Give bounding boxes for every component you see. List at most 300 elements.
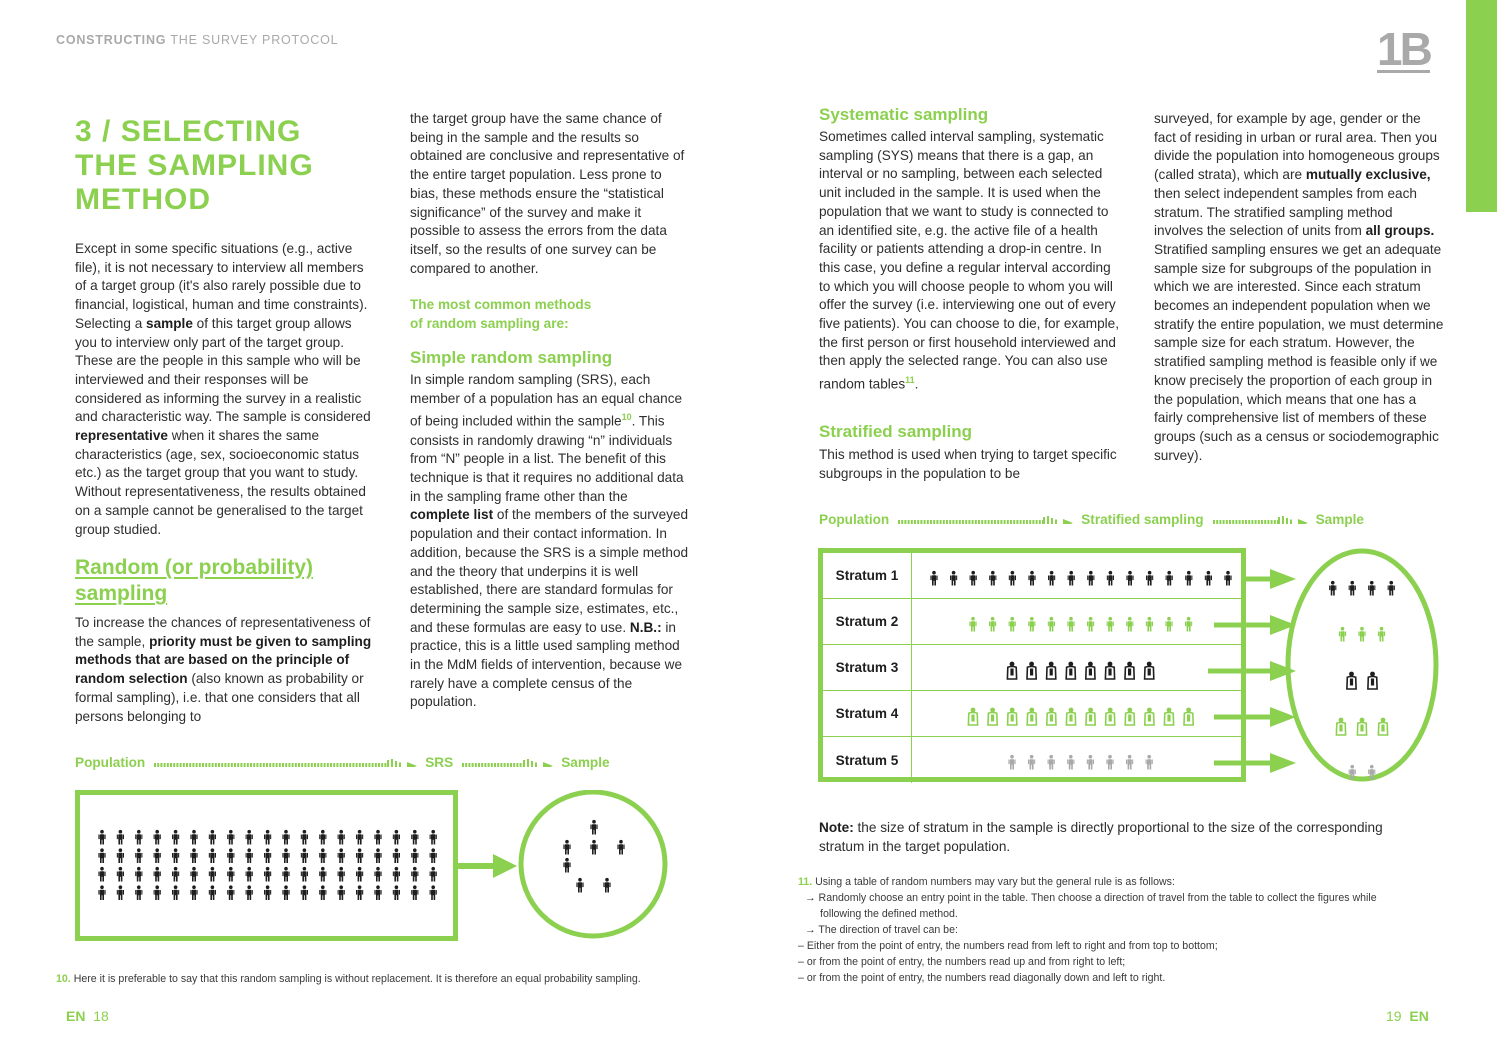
stratum-label: Stratum 5 — [823, 737, 912, 783]
stratum-label: Stratum 3 — [823, 645, 912, 690]
flow-bar-tick — [933, 520, 935, 524]
flow-bar-tick — [333, 763, 335, 767]
person-icon — [264, 867, 271, 882]
person-icon — [969, 617, 976, 632]
flow-bar-tick — [485, 763, 487, 767]
flow-bar-tick — [921, 520, 923, 524]
person-icon — [1107, 571, 1114, 586]
flow-bar-tick — [917, 520, 919, 524]
person-icon — [319, 830, 326, 845]
flow-bar-tick — [959, 520, 961, 524]
flow-bar-tick — [475, 763, 477, 767]
elder-person-icon — [1336, 718, 1345, 735]
person-icon — [1146, 755, 1153, 770]
flow-bar-tick — [914, 520, 916, 524]
stratum-label: Stratum 2 — [823, 599, 912, 644]
elder-person-icon — [1184, 708, 1193, 725]
person-icon — [1146, 617, 1153, 632]
flow-bar-tick — [510, 763, 512, 767]
flow-bar-tick — [385, 763, 387, 767]
stratum-label: Stratum 4 — [823, 691, 912, 736]
elder-person-icon — [1027, 662, 1036, 679]
flow-stratified-label: Stratified sampling — [1081, 512, 1204, 527]
flow-bar-tick — [387, 760, 389, 767]
flow-bar-tick — [193, 763, 195, 767]
flow-bar-tick — [1290, 519, 1292, 524]
flow-arrow-head — [543, 762, 553, 767]
flow-bar-tick — [378, 763, 380, 767]
person-icon — [227, 885, 234, 900]
flow-bar-tick — [1225, 520, 1227, 524]
person-icon — [1067, 617, 1074, 632]
person-icon — [301, 830, 308, 845]
chapter-label: 1B — [1377, 23, 1430, 75]
person-icon — [1166, 571, 1173, 586]
person-icon — [411, 885, 418, 900]
flow-bar-tick — [202, 763, 204, 767]
flow-bar-tick — [292, 763, 294, 767]
flow-bar-tick — [161, 763, 163, 767]
person-icon — [282, 848, 289, 863]
flow-bar-tick — [1004, 520, 1006, 524]
flow-bar-tick — [285, 763, 287, 767]
flow-bar-tick — [369, 763, 371, 767]
flow-bar-tick — [1029, 520, 1031, 524]
flow-arrow-2 — [461, 759, 553, 767]
flow-bar-tick — [972, 520, 974, 524]
person-icon — [338, 885, 345, 900]
person-icon — [190, 885, 197, 900]
flow-bar-tick — [276, 763, 278, 767]
person-icon — [1329, 581, 1336, 596]
person-icon — [374, 848, 381, 863]
person-icon — [1349, 581, 1356, 596]
flow-bar-tick — [1278, 517, 1280, 524]
flow-bar-tick — [183, 763, 185, 767]
flow-bar-tick — [465, 763, 467, 767]
chapter-tab — [1466, 0, 1497, 212]
stratified-diagram — [818, 548, 1448, 788]
flow-bar-tick — [372, 763, 374, 767]
person-icon — [374, 885, 381, 900]
flow-bar-tick — [189, 763, 191, 767]
flow-bar-tick — [513, 763, 515, 767]
flow-bar-tick — [234, 763, 236, 767]
flow-bar-tick — [353, 763, 355, 767]
flow-bar-tick — [911, 520, 913, 524]
right-page-number: 19 EN — [1386, 1008, 1429, 1024]
flow-bar-tick — [1013, 520, 1015, 524]
flow-bar-tick — [1251, 520, 1253, 524]
flow-bar-tick — [196, 763, 198, 767]
flow-bar-tick — [1261, 520, 1263, 524]
intro-paragraph: Except in some specific situations (e.g., active file), it is not necessary to interview all members of a target group (it's also rarely possible due to financial, logistical, human and time constraints). Selecting a sample of this target group allows you to interview only part of the target group. These are the people in this sample who will be interviewed and their responses will be considered as informing the survey in a realistic and characteristic way. The sample is considered representative when it shares the same characteristics (age, sex, socioeconomic status etc.) as the target group that you want to study. Without representativeness, the results obtained on a sample cannot be generalised to the target group studied. — [75, 241, 371, 537]
person-icon — [301, 885, 308, 900]
flow-bar-tick — [167, 763, 169, 767]
flow-bar-tick — [985, 520, 987, 524]
person-icon — [374, 830, 381, 845]
person-icon — [154, 885, 161, 900]
person-icon — [246, 848, 253, 863]
elder-person-icon — [1066, 708, 1075, 725]
flow-bar-tick — [1273, 520, 1275, 524]
flow-bar-tick — [263, 763, 265, 767]
flow-arrow-head — [407, 762, 417, 767]
flow-bar-tick — [501, 763, 503, 767]
flow-bar-tick — [346, 763, 348, 767]
flow-bar-tick — [215, 763, 217, 767]
flow-bar-tick — [1222, 520, 1224, 524]
flow-bar-tick — [1245, 520, 1247, 524]
elder-person-icon — [1086, 662, 1095, 679]
person-icon — [98, 830, 105, 845]
person-icon — [411, 830, 418, 845]
person-icon — [1067, 755, 1074, 770]
flow-bar-tick — [212, 763, 214, 767]
flow-bar-tick — [173, 763, 175, 767]
flow-bar-tick — [1219, 520, 1221, 524]
systematic-heading: Systematic sampling — [819, 105, 989, 124]
flow-bar-tick — [1033, 520, 1035, 524]
person-icon — [172, 848, 179, 863]
flow-bar-tick — [462, 763, 464, 767]
flow-bar-tick — [1270, 520, 1272, 524]
person-icon — [1388, 581, 1395, 596]
flow-bar-tick — [273, 763, 275, 767]
person-icon — [590, 820, 597, 835]
flow-bar-tick — [969, 520, 971, 524]
person-icon — [1205, 571, 1212, 586]
person-icon — [246, 867, 253, 882]
flow-bar-tick — [1020, 520, 1022, 524]
flow-bar-tick — [1254, 520, 1256, 524]
flow-bar-tick — [244, 763, 246, 767]
flow-bar-tick — [321, 763, 323, 767]
person-icon — [430, 830, 437, 845]
person-icon — [1378, 627, 1385, 642]
flow-bar-tick — [1213, 520, 1215, 524]
flow-bar-tick — [250, 763, 252, 767]
flow-bar-tick — [231, 763, 233, 767]
flow-bar-tick — [469, 763, 471, 767]
person-icon — [135, 848, 142, 863]
person-icon — [411, 867, 418, 882]
person-icon — [603, 878, 610, 893]
population-figures — [98, 830, 436, 900]
flow-bar-tick — [507, 763, 509, 767]
person-icon — [1087, 617, 1094, 632]
sample-circle — [521, 792, 665, 936]
flow-bar-tick — [205, 763, 207, 767]
elder-person-icon — [1347, 672, 1356, 689]
sample-figures — [563, 820, 624, 893]
flow-bar-tick — [365, 763, 367, 767]
person-icon — [563, 858, 570, 873]
flow-bar-tick — [317, 763, 319, 767]
flow-bar-tick — [472, 763, 474, 767]
person-icon — [970, 571, 977, 586]
flow-bar-tick — [531, 761, 533, 767]
flow-bar-tick — [247, 763, 249, 767]
person-icon — [1146, 571, 1153, 586]
flow-arrow-1 — [897, 516, 1073, 524]
person-icon — [264, 830, 271, 845]
stratified-sample-ellipse — [1288, 551, 1436, 779]
person-icon — [1339, 627, 1346, 642]
srs-diagram — [75, 790, 675, 950]
person-icon — [1008, 755, 1015, 770]
person-icon — [227, 848, 234, 863]
person-icon — [282, 885, 289, 900]
elder-person-icon — [988, 708, 997, 725]
random-sampling-paragraph: To increase the chances of representativeness of the sample, priority must be given to sampling methods that are based on the principle of random selection (also known as probability or formal sampling), i.e. that one considers that all persons belonging to — [75, 615, 372, 724]
flow-bar-tick — [330, 763, 332, 767]
flow-bar-tick — [1036, 520, 1038, 524]
flow-bar-tick — [180, 763, 182, 767]
flow-bar-tick — [901, 520, 903, 524]
flow-bar-tick — [478, 763, 480, 767]
flow-bar-tick — [535, 762, 537, 767]
flow-bar-tick — [943, 520, 945, 524]
flow-bar-tick — [362, 763, 364, 767]
person-icon — [190, 848, 197, 863]
flow-bar-tick — [170, 763, 172, 767]
flow-bar-tick — [927, 520, 929, 524]
flow-bar-tick — [241, 763, 243, 767]
person-icon — [356, 830, 363, 845]
flow-bar-tick — [1010, 520, 1012, 524]
person-icon — [356, 848, 363, 863]
flow-bar-tick — [1229, 520, 1231, 524]
person-icon — [1126, 617, 1133, 632]
flow-bar-tick — [981, 520, 983, 524]
flow-bar-tick — [269, 763, 271, 767]
flow-bar-tick — [527, 759, 529, 767]
elder-person-icon — [1027, 708, 1036, 725]
person-icon — [209, 830, 216, 845]
person-icon — [98, 848, 105, 863]
elder-person-icon — [1125, 708, 1134, 725]
stratum-label: Stratum 1 — [823, 553, 912, 598]
person-icon — [135, 885, 142, 900]
flow-bar-tick — [237, 763, 239, 767]
person-icon — [154, 867, 161, 882]
running-header: CONSTRUCTING THE SURVEY PROTOCOL — [56, 33, 339, 47]
elder-person-icon — [1378, 718, 1387, 735]
flow-bar-tick — [177, 763, 179, 767]
person-icon — [319, 885, 326, 900]
flow-bar-tick — [228, 763, 230, 767]
flow-sample-label: Sample — [1315, 512, 1364, 527]
person-icon — [117, 867, 124, 882]
person-icon — [117, 885, 124, 900]
person-icon — [356, 885, 363, 900]
person-icon — [1107, 617, 1114, 632]
person-icon — [617, 840, 624, 855]
elder-person-icon — [968, 708, 977, 725]
flow-bar-tick — [260, 763, 262, 767]
footnote-11: 11. Using a table of random numbers may vary but the general rule is as follows: → Randomly choose an entry point in the table. Then choose a direction of travel from the table to collect the figures while following the defined method. → The direction of travel can be: – Either from the point of entry, the numbers read from left to right and from top to bottom; – or from the point of entry, the numbers read up and from right to left; – or from the point of entry, the numbers read diagonally down and left to right. — [798, 876, 1377, 984]
flow-bar-tick — [349, 763, 351, 767]
person-icon — [301, 848, 308, 863]
flow-bar-tick — [994, 520, 996, 524]
flow-arrow-head — [1063, 519, 1073, 524]
flow-bar-tick — [391, 759, 393, 767]
stratified-heading: Stratified sampling — [819, 422, 973, 441]
flow-bar-tick — [1047, 516, 1049, 524]
column2-paragraph: the target group have the same chance of being in the sample and the results so obtained are conclusive and representative of the entire target population. Less prone to bias, these methods ensure the “statistical significance” of the survey and make it possible to assess the errors from the data itself, so the results of one survey can be compared to another. — [410, 111, 685, 276]
stratum-arrow-head — [1270, 661, 1296, 681]
srs-flow-legend — [75, 755, 610, 770]
person-icon — [989, 617, 996, 632]
person-icon — [338, 867, 345, 882]
flow-bar-tick — [340, 763, 342, 767]
person-icon — [227, 867, 234, 882]
person-icon — [338, 848, 345, 863]
person-icon — [282, 830, 289, 845]
person-icon — [1009, 571, 1016, 586]
person-icon — [393, 848, 400, 863]
flow-bar-tick — [266, 763, 268, 767]
population-frame — [78, 793, 456, 939]
column4-paragraph: surveyed, for example by age, gender or the fact of residing in urban or rural area. Then you divide the population into homogeneous groups (called strata), which are mutually exclusive, then select independent samples from each stratum. The stratified sampling method involves the selection of units from all groups. Stratified sampling ensures we get an adequate sample size for subgroups of the population in which we are interested. Since each stratum becomes an independent population when we stratify the entire population, we must determine sample size for each stratum. However, the stratified sampling method is feasible only if we know precisely the proportion of each group in the population, which means that one has a fairly comprehensive list of members of these groups (such as a census or sociodemographic survey). — [1154, 111, 1444, 463]
person-icon — [1165, 617, 1172, 632]
person-icon — [319, 848, 326, 863]
flow-bar-tick — [301, 763, 303, 767]
flow-bar-tick — [488, 763, 490, 767]
person-icon — [563, 840, 570, 855]
flow-bar-tick — [1282, 516, 1284, 524]
person-icon — [393, 867, 400, 882]
flow-bar-tick — [279, 763, 281, 767]
elder-person-icon — [1008, 708, 1017, 725]
flow-bar-tick — [1039, 520, 1041, 524]
flow-bar-tick — [997, 520, 999, 524]
person-icon — [98, 867, 105, 882]
person-icon — [1126, 755, 1133, 770]
person-icon — [1224, 571, 1231, 586]
person-icon — [135, 867, 142, 882]
person-icon — [135, 830, 142, 845]
person-icon — [374, 867, 381, 882]
flow-bar-tick — [359, 763, 361, 767]
elder-person-icon — [1106, 708, 1115, 725]
flow-bar-tick — [1055, 519, 1057, 524]
srs-heading: Simple random sampling — [410, 348, 613, 367]
person-icon — [1028, 571, 1035, 586]
person-icon — [246, 885, 253, 900]
flow-bar-tick — [1257, 520, 1259, 524]
elder-person-icon — [1145, 708, 1154, 725]
flow-bar-tick — [381, 763, 383, 767]
flow-bar-tick — [199, 763, 201, 767]
person-icon — [319, 867, 326, 882]
elder-person-icon — [1047, 708, 1056, 725]
person-icon — [246, 830, 253, 845]
stratified-paragraph: This method is used when trying to target specific subgroups in the population to be — [819, 447, 1117, 481]
person-icon — [227, 830, 234, 845]
person-icon — [209, 848, 216, 863]
flow-bar-tick — [399, 762, 401, 767]
flow-bar-tick — [1001, 520, 1003, 524]
flow-bar-tick — [395, 761, 397, 767]
person-icon — [98, 885, 105, 900]
flow-bar-tick — [497, 763, 499, 767]
flow-arrow-2 — [1212, 516, 1308, 524]
person-icon — [209, 885, 216, 900]
flow-bar-tick — [209, 763, 211, 767]
flow-bar-tick — [1043, 517, 1045, 524]
elder-person-icon — [1145, 662, 1154, 679]
stratified-flow-legend — [819, 512, 1364, 527]
person-icon — [356, 867, 363, 882]
person-icon — [282, 867, 289, 882]
flow-bar-tick — [157, 763, 159, 767]
person-icon — [989, 571, 996, 586]
elder-person-icon — [1047, 662, 1056, 679]
flow-bar-tick — [282, 763, 284, 767]
person-icon — [1009, 617, 1016, 632]
flow-bar-tick — [1267, 520, 1269, 524]
person-icon — [117, 830, 124, 845]
flow-bar-tick — [949, 520, 951, 524]
person-icon — [590, 840, 597, 855]
flow-bar-tick — [1241, 520, 1243, 524]
person-icon — [1358, 627, 1365, 642]
person-icon — [209, 867, 216, 882]
flow-bar-tick — [257, 763, 259, 767]
elder-person-icon — [1164, 708, 1173, 725]
flow-bar-tick — [1051, 518, 1053, 524]
flow-bar-tick — [1007, 520, 1009, 524]
flow-bar-tick — [1238, 520, 1240, 524]
flow-bar-tick — [1216, 520, 1218, 524]
flow-bar-tick — [308, 763, 310, 767]
flow-bar-tick — [494, 763, 496, 767]
flow-bar-tick — [221, 763, 223, 767]
flow-bar-tick — [314, 763, 316, 767]
flow-bar-tick — [305, 763, 307, 767]
person-icon — [172, 830, 179, 845]
person-icon — [172, 867, 179, 882]
flow-bar-tick — [481, 763, 483, 767]
flow-bar-tick — [978, 520, 980, 524]
elder-person-icon — [1105, 662, 1114, 679]
person-icon — [264, 848, 271, 863]
person-icon — [1087, 755, 1094, 770]
person-icon — [576, 878, 583, 893]
srs-arrow-head — [493, 854, 517, 878]
person-icon — [172, 885, 179, 900]
person-icon — [430, 867, 437, 882]
person-icon — [190, 867, 197, 882]
person-icon — [154, 848, 161, 863]
flow-bar-tick — [225, 763, 227, 767]
flow-bar-tick — [930, 520, 932, 524]
person-icon — [393, 885, 400, 900]
flow-bar-tick — [898, 520, 900, 524]
flow-bar-tick — [1026, 520, 1028, 524]
flow-bar-tick — [1232, 520, 1234, 524]
person-icon — [393, 830, 400, 845]
flow-bar-tick — [289, 763, 291, 767]
flow-bar-tick — [520, 763, 522, 767]
flow-bar-tick — [1248, 520, 1250, 524]
flow-bar-tick — [298, 763, 300, 767]
flow-bar-tick — [956, 520, 958, 524]
elder-person-icon — [1007, 662, 1016, 679]
person-icon — [338, 830, 345, 845]
